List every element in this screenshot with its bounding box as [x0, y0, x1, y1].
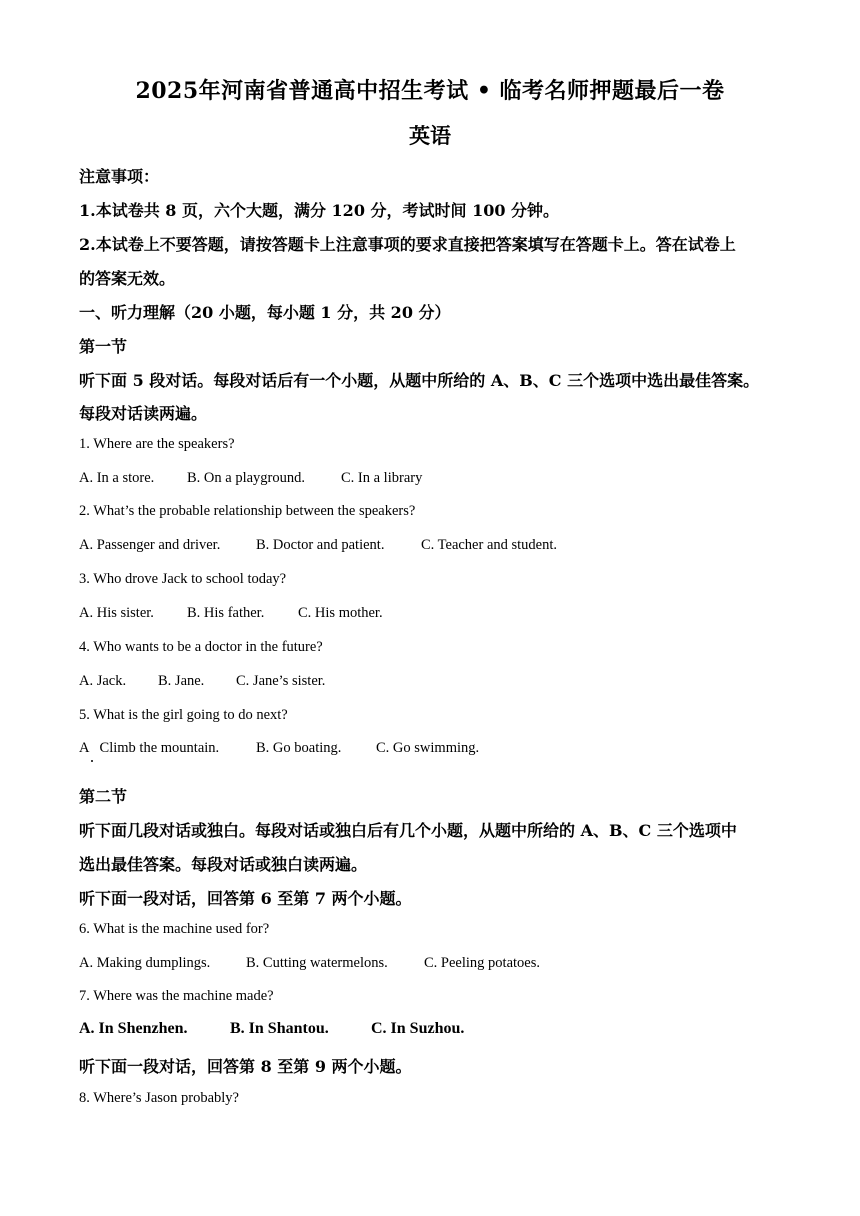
option-b: B. His father. — [187, 605, 265, 621]
options-1 — [79, 470, 422, 487]
question-2: 2. What’s the probable relationship between the speakers? — [79, 503, 416, 519]
question-8: 8. Where’s Jason probably? — [79, 1090, 239, 1106]
option-b: B. Cutting watermelons. — [246, 955, 388, 971]
option-a: A. Jack. — [79, 673, 127, 689]
section2-heading: 第二节 — [79, 787, 128, 806]
options-7 — [79, 1020, 464, 1038]
question-6: 6. What is the machine used for? — [79, 921, 270, 937]
option-b: B. Jane. — [158, 673, 205, 689]
option-b: B. In Shantou. — [230, 1020, 329, 1037]
option-c: C. Teacher and student. — [421, 537, 558, 553]
subject-title: 英语 — [409, 123, 451, 148]
question-4: 4. Who wants to be a doctor in the future? — [79, 639, 323, 655]
options-5 — [79, 740, 479, 757]
group-1-instruction: 听下面一段对话，回答第 6 至第 7 两个小题。 — [79, 889, 412, 908]
notes-item-2-cont: 的答案无效。 — [79, 269, 176, 288]
question-7: 7. Where was the machine made? — [79, 988, 274, 1004]
section2-instructions-cont: 选出最佳答案。每段对话或独白读两遍。 — [79, 855, 368, 874]
options-4 — [79, 673, 325, 690]
option-a: A Climb the mountain. — [79, 740, 220, 756]
question-3: 3. Who drove Jack to school today? — [79, 571, 287, 587]
option-b: B. On a playground. — [187, 470, 305, 486]
part1-heading: 一、听力理解（20 小题，每小题 1 分，共 20 分） — [79, 303, 451, 322]
option-a: A. In a store. — [79, 470, 155, 486]
section2-instructions: 听下面几段对话或独白。每段对话或独白后有几个小题，从题中所给的 A、B、C 三个选项中 — [79, 821, 737, 840]
notes-heading: 注意事项： — [79, 167, 160, 186]
option-a: A. In Shenzhen. — [79, 1020, 188, 1037]
option-c: C. In Suzhou. — [371, 1020, 465, 1037]
option-a: A. Making dumplings. — [79, 955, 211, 971]
option-c: C. His mother. — [298, 605, 383, 621]
section1-instructions: 听下面 5 段对话。每段对话后有一个小题，从题中所给的 A、B、C 三个选项中选出最佳答案。 — [79, 371, 760, 390]
exam-title: 2025年河南省普通高中招生考试 • 临考名师押题最后一卷 — [135, 78, 725, 104]
stray-dot-mark — [91, 760, 93, 762]
notes-item-2: 2.本试卷上不要答题，请按答题卡上注意事项的要求直接把答案填写在答题卡上。答在试卷上 — [79, 235, 736, 254]
section1-instructions-cont: 每段对话读两遍。 — [79, 404, 208, 423]
question-5: 5. What is the girl going to do next? — [79, 707, 288, 723]
options-3 — [79, 605, 383, 622]
question-1: 1. Where are the speakers? — [79, 436, 235, 452]
options-6 — [79, 955, 540, 972]
options-2 — [79, 537, 557, 554]
group-2-instruction: 听下面一段对话，回答第 8 至第 9 两个小题。 — [79, 1057, 412, 1076]
notes-item-1: 1.本试卷共 8 页，六个大题，满分 120 分，考试时间 100 分钟。 — [79, 201, 560, 220]
option-a: A. Passenger and driver. — [79, 537, 221, 553]
section1-heading: 第一节 — [79, 337, 128, 356]
option-b: B. Doctor and patient. — [256, 537, 385, 553]
option-a: A. His sister. — [79, 605, 154, 621]
option-b: B. Go boating. — [256, 740, 342, 756]
option-c: C. Go swimming. — [376, 740, 480, 756]
option-c: C. Peeling potatoes. — [424, 955, 540, 971]
option-c: C. In a library — [341, 470, 423, 486]
option-c: C. Jane’s sister. — [236, 673, 326, 689]
